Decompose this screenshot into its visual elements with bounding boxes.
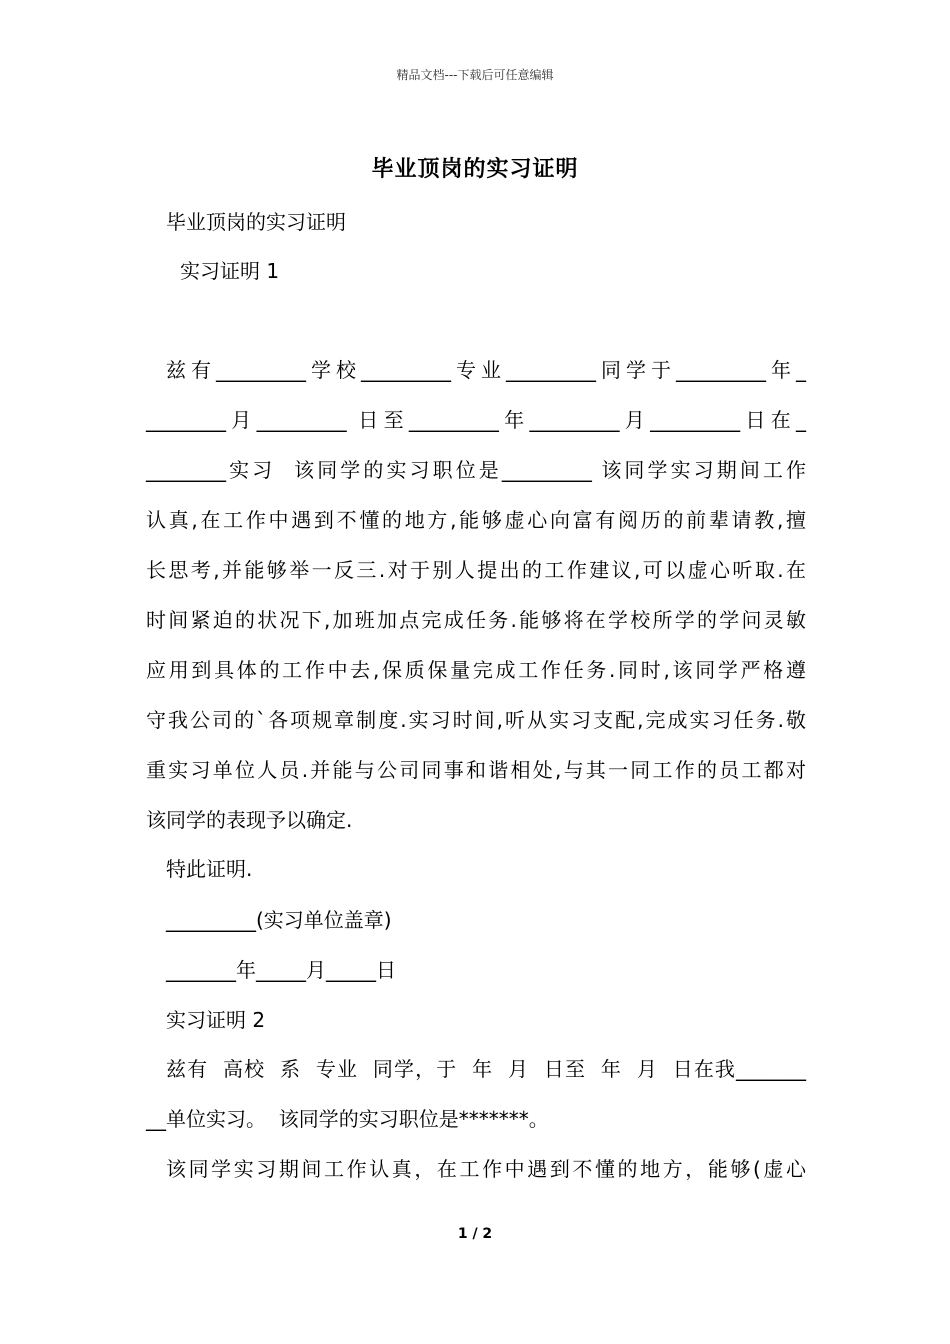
section1-paragraph-line: 该同学的表现予以确定.: [146, 808, 353, 832]
section1-paragraph-line: 长思考,并能够举一反三.对于别人提出的工作建议,可以虚心听取.在: [146, 558, 806, 582]
document-subtitle: 毕业顶岗的实习证明: [166, 210, 346, 234]
document-title: 毕业顶岗的实习证明: [371, 157, 579, 182]
section2-paragraph-line: 兹有 高校 系 专业 同学，于 年 月 日至 年 月 日在我_______: [166, 1057, 806, 1081]
section1-paragraph-line: 重实习单位人员.并能与公司同事和谐相处,与其一同工作的员工都对: [146, 758, 806, 782]
page-header-watermark: 精品文档---下载后可任意编辑: [396, 68, 554, 82]
section2-paragraph-line: 该同学实习期间工作认真，在工作中遇到不懂的地方，能够(虚心: [166, 1157, 806, 1181]
page-number: 1 / 2: [457, 1226, 493, 1242]
section1-paragraph-line: 时间紧迫的状况下,加班加点完成任务.能够将在学校所学的学问灵敏: [146, 608, 806, 632]
section1-heading: 实习证明 1: [180, 259, 280, 283]
section1-paragraph-line: 应用到具体的工作中去,保质保量完成工作任务.同时,该同学严格遵: [146, 658, 806, 682]
section1-paragraph-line: ________月_________ 日至_________年_________月_________日在_: [146, 408, 806, 432]
section2-heading: 实习证明 2: [166, 1008, 266, 1032]
section1-paragraph-line: ________实习 该同学的实习职位是_________ 该同学实习期间工作: [146, 458, 806, 482]
section1-paragraph-line: 兹有_________学校_________专业_________同学于_________年_: [166, 358, 806, 382]
section2-paragraph-line: __单位实习。 该同学的实习职位是*******。: [146, 1107, 549, 1131]
section1-paragraph-line: 守我公司的`各项规章制度.实习时间,听从实习支配,完成实习任务.敬: [146, 708, 806, 732]
date-line: _______年_____月_____日: [166, 958, 396, 982]
seal-line: _________(实习单位盖章): [166, 908, 392, 932]
certify-text: 特此证明.: [166, 857, 253, 881]
section1-paragraph-line: 认真,在工作中遇到不懂的地方,能够虚心向富有阅历的前辈请教,擅: [146, 508, 806, 532]
